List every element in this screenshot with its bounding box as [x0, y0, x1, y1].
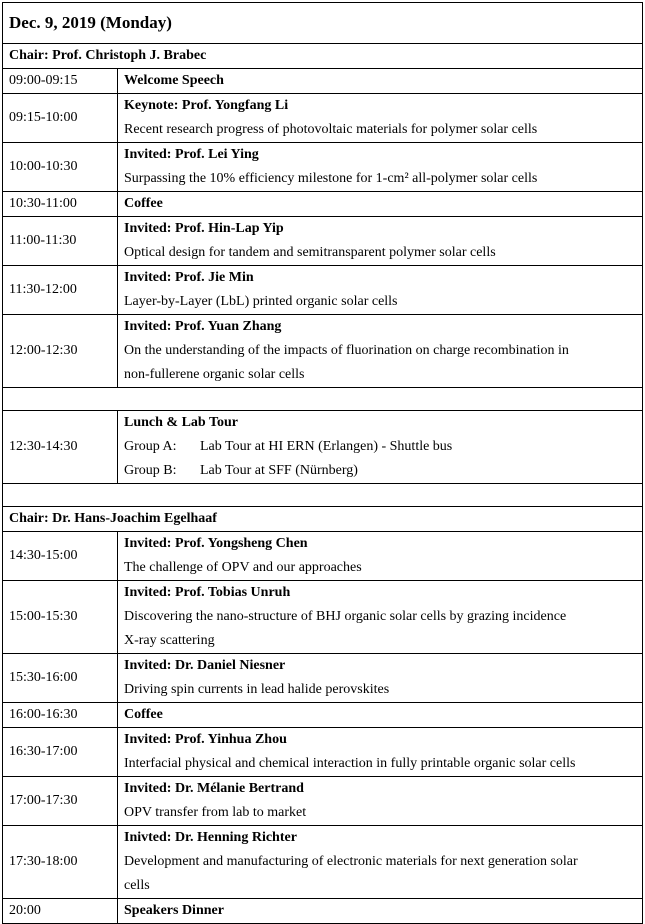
- time-cell: 20:00: [3, 899, 118, 924]
- table-row: [3, 532, 643, 581]
- blank-separator: [3, 484, 643, 507]
- session-title: Invited: Prof. Yongsheng Chen: [124, 536, 308, 551]
- group-label: Group A:: [124, 439, 177, 454]
- blank-separator: [3, 388, 643, 411]
- session-cell: [118, 411, 643, 484]
- session-description: On the understanding of the impacts of fluorination on charge recombination in: [124, 343, 569, 358]
- session-title: Invited: Prof. Lei Ying: [124, 147, 259, 162]
- table-row: [3, 899, 643, 924]
- session-description: cells: [124, 878, 150, 893]
- session-title: Lunch & Lab Tour: [124, 415, 238, 430]
- time-cell: 12:00-12:30: [3, 315, 118, 388]
- blank-row: [3, 388, 643, 411]
- session-cell: [118, 315, 643, 388]
- schedule-table: [2, 2, 643, 924]
- session-description: Optical design for tandem and semitransparent polymer solar cells: [124, 245, 496, 260]
- chair-label: Chair: Prof. Christoph J. Brabec: [3, 44, 643, 69]
- table-row: [3, 143, 643, 192]
- time-cell: 16:00-16:30: [3, 703, 118, 728]
- table-row: [3, 192, 643, 217]
- table-row: [3, 777, 643, 826]
- time-cell: 11:30-12:00: [3, 266, 118, 315]
- time-cell: 17:00-17:30: [3, 777, 118, 826]
- group-text: Lab Tour at SFF (Nürnberg): [200, 463, 358, 478]
- session-description: Discovering the nano-structure of BHJ organic solar cells by grazing incidence: [124, 609, 567, 624]
- table-row: [3, 69, 643, 94]
- session-cell: [118, 143, 643, 192]
- time-cell: 16:30-17:00: [3, 728, 118, 777]
- chair-row: [3, 44, 643, 69]
- group-text: Lab Tour at HI ERN (Erlangen) - Shuttle bus: [200, 439, 453, 454]
- session-title: Invited: Prof. Jie Min: [124, 270, 254, 285]
- session-description: non-fullerene organic solar cells: [124, 367, 305, 382]
- session-cell: [118, 217, 643, 266]
- blank-row: [3, 484, 643, 507]
- chair-label: Chair: Dr. Hans-Joachim Egelhaaf: [3, 507, 643, 532]
- session-cell: [118, 581, 643, 654]
- session-title: Coffee: [118, 192, 643, 217]
- table-row: [3, 315, 643, 388]
- session-description: Surpassing the 10% efficiency milestone for 1-cm² all-polymer solar cells: [124, 171, 538, 186]
- time-cell: 10:00-10:30: [3, 143, 118, 192]
- session-title: Invited: Dr. Mélanie Bertrand: [124, 781, 304, 796]
- session-description: OPV transfer from lab to market: [124, 805, 307, 820]
- session-title: Welcome Speech: [118, 69, 643, 94]
- time-cell: 12:30-14:30: [3, 411, 118, 484]
- time-cell: 15:30-16:00: [3, 654, 118, 703]
- session-description: Interfacial physical and chemical interaction in fully printable organic solar cells: [124, 756, 576, 771]
- time-cell: 09:00-09:15: [3, 69, 118, 94]
- session-cell: [118, 266, 643, 315]
- session-cell: [118, 826, 643, 899]
- session-description: Driving spin currents in lead halide perovskites: [124, 682, 390, 697]
- time-cell: 10:30-11:00: [3, 192, 118, 217]
- session-title: Inivted: Dr. Henning Richter: [124, 830, 297, 845]
- session-cell: [118, 728, 643, 777]
- session-cell: [118, 94, 643, 143]
- session-title: Invited: Prof. Yinhua Zhou: [124, 732, 287, 747]
- table-row: [3, 217, 643, 266]
- table-row: [3, 411, 643, 484]
- table-row: [3, 266, 643, 315]
- time-cell: 09:15-10:00: [3, 94, 118, 143]
- session-title: Speakers Dinner: [118, 899, 643, 924]
- session-title: Invited: Prof. Tobias Unruh: [124, 585, 291, 600]
- date-header: Dec. 9, 2019 (Monday): [3, 3, 643, 44]
- time-cell: 11:00-11:30: [3, 217, 118, 266]
- session-title: Invited: Dr. Daniel Niesner: [124, 658, 286, 673]
- time-cell: 17:30-18:00: [3, 826, 118, 899]
- session-cell: [118, 532, 643, 581]
- date-row: [3, 3, 643, 44]
- chair-row: [3, 507, 643, 532]
- table-row: [3, 703, 643, 728]
- time-cell: 14:30-15:00: [3, 532, 118, 581]
- session-title: Invited: Prof. Yuan Zhang: [124, 319, 282, 334]
- table-row: [3, 728, 643, 777]
- session-description: Recent research progress of photovoltaic materials for polymer solar cells: [124, 122, 538, 137]
- table-row: [3, 581, 643, 654]
- session-cell: [118, 777, 643, 826]
- tour-group: [124, 459, 636, 483]
- session-title: Keynote: Prof. Yongfang Li: [124, 98, 289, 113]
- table-row: [3, 94, 643, 143]
- tour-group: [124, 435, 636, 459]
- time-cell: 15:00-15:30: [3, 581, 118, 654]
- session-description: The challenge of OPV and our approaches: [124, 560, 362, 575]
- session-description: X-ray scattering: [124, 633, 215, 648]
- table-row: [3, 826, 643, 899]
- group-label: Group B:: [124, 463, 177, 478]
- table-row: [3, 654, 643, 703]
- session-title: Invited: Prof. Hin-Lap Yip: [124, 221, 284, 236]
- session-description: Layer-by-Layer (LbL) printed organic solar cells: [124, 294, 398, 309]
- session-cell: [118, 654, 643, 703]
- session-description: Development and manufacturing of electronic materials for next generation solar: [124, 854, 578, 869]
- session-title: Coffee: [118, 703, 643, 728]
